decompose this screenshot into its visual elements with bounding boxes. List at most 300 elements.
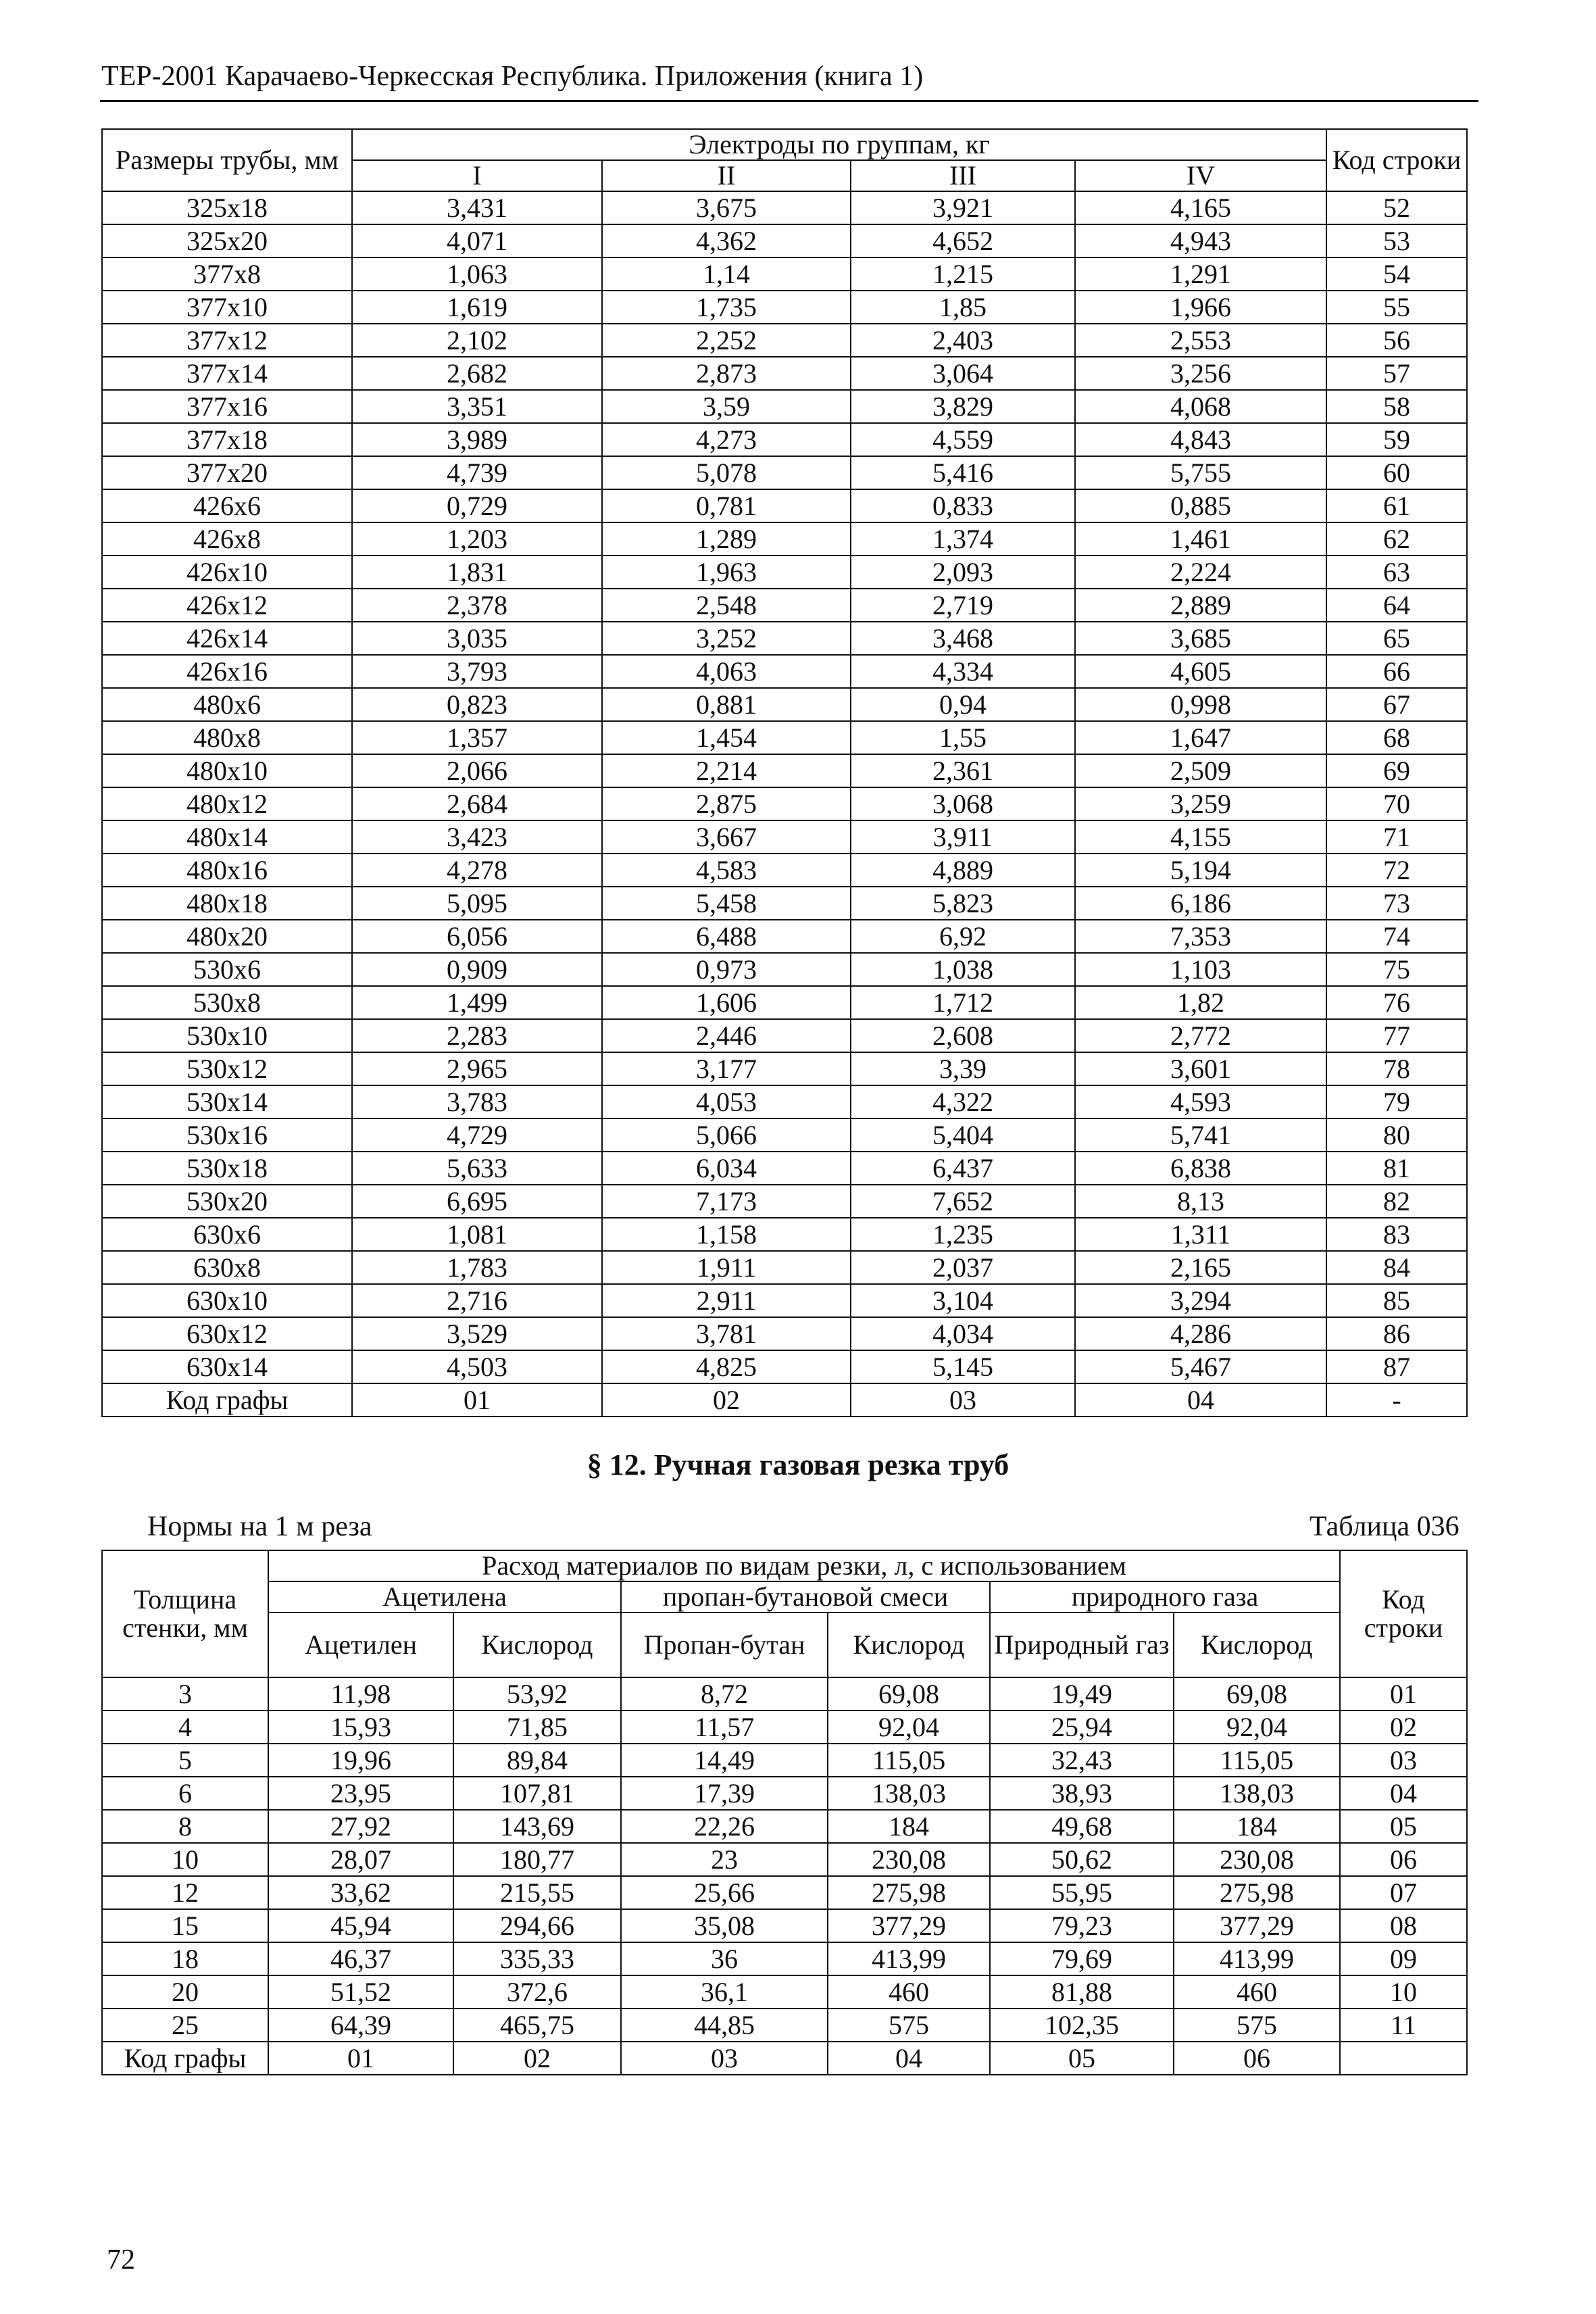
table-cell: 102,35 (990, 2009, 1174, 2042)
table-cell: 27,92 (268, 1810, 453, 1843)
table-cell: 32,43 (990, 1744, 1174, 1777)
table-cell: 79,23 (990, 1909, 1174, 1942)
col-header-group-2: II (602, 160, 851, 191)
table-cell: 75 (1326, 953, 1467, 986)
table-row (102, 787, 1467, 820)
table-cell: 15 (102, 1909, 268, 1942)
table-row (102, 522, 1467, 556)
table-cell: 19,96 (268, 1744, 453, 1777)
table-cell: 630х8 (102, 1251, 352, 1284)
table-cell: 38,93 (990, 1777, 1174, 1810)
table-cell: 0,781 (602, 489, 851, 522)
table-cell: 87 (1326, 1350, 1467, 1383)
table-row (102, 456, 1467, 489)
column-code: 04 (1075, 1383, 1326, 1417)
table-cell: 2,684 (352, 787, 602, 820)
table-cell: 3,675 (602, 191, 851, 224)
table-cell: 2,224 (1075, 556, 1326, 589)
section-title: § 12. Ручная газовая резка труб (587, 1448, 1009, 1481)
table-cell: 6,488 (602, 920, 851, 953)
table-cell: 8,13 (1075, 1185, 1326, 1218)
table-cell: 22,26 (621, 1810, 828, 1843)
table-cell: 6,695 (352, 1185, 602, 1218)
table-cell: 25,66 (621, 1876, 828, 1909)
table-cell: 3,177 (602, 1052, 851, 1085)
col-header-oxygen-3: Кислород (1174, 1613, 1340, 1677)
table-cell: 275,98 (1174, 1876, 1340, 1909)
table-row (102, 754, 1467, 787)
table-cell: 4,334 (851, 655, 1075, 688)
table-cell: 426х16 (102, 655, 352, 688)
table-cell: 09 (1340, 1942, 1467, 1975)
table-cell: 65 (1326, 622, 1467, 655)
column-code: 01 (352, 1383, 602, 1417)
table-row (102, 1810, 1467, 1843)
table-cell: 575 (1174, 2009, 1340, 2042)
table-cell: 2,093 (851, 556, 1075, 589)
table-cell: 530х8 (102, 986, 352, 1019)
table-cell: 4,362 (602, 224, 851, 257)
table-row (102, 191, 1467, 224)
table-cell: 630х12 (102, 1317, 352, 1350)
table-cell: 2,403 (851, 324, 1075, 357)
table-cell: 138,03 (828, 1777, 990, 1810)
table-row (102, 688, 1467, 721)
table-cell: 0,998 (1075, 688, 1326, 721)
table-cell: 1,647 (1075, 721, 1326, 754)
table-cell: 7,173 (602, 1185, 851, 1218)
norms-label: Нормы на 1 м реза (147, 1511, 372, 1542)
table-cell: 480х8 (102, 721, 352, 754)
table-cell: 480х10 (102, 754, 352, 787)
table-row (102, 1085, 1467, 1118)
table-cell: 3,256 (1075, 357, 1326, 390)
table-row (102, 887, 1467, 920)
table-cell: 59 (1326, 423, 1467, 456)
table-cell: 4,559 (851, 423, 1075, 456)
table-cell: 4,652 (851, 224, 1075, 257)
table-cell: 1,103 (1075, 953, 1326, 986)
table-cell: 55,95 (990, 1876, 1174, 1909)
col-header-acetylene: Ацетилен (268, 1613, 453, 1677)
table-cell: 10 (102, 1843, 268, 1876)
table-cell: 2,252 (602, 324, 851, 357)
table-cell: 180,77 (453, 1843, 621, 1876)
table-cell: 4,605 (1075, 655, 1326, 688)
table-cell: 6,034 (602, 1152, 851, 1185)
table-cell: 1,783 (352, 1251, 602, 1284)
table-cell: 3,468 (851, 622, 1075, 655)
table-cell: 1,081 (352, 1218, 602, 1251)
table-cell: 3,431 (352, 191, 602, 224)
table-cell: 372,6 (453, 1975, 621, 2009)
col-header-material-consumption: Расход материалов по видам резки, л, с использованием (268, 1550, 1340, 1581)
table-cell: 73 (1326, 887, 1467, 920)
table-cell: 2,719 (851, 589, 1075, 622)
table-cell: 1,82 (1075, 986, 1326, 1019)
table-cell: 72 (1326, 854, 1467, 887)
table-cell: 3,529 (352, 1317, 602, 1350)
page-number: 72 (107, 2244, 135, 2275)
table-cell: 1,374 (851, 522, 1075, 556)
table-cell: 3,921 (851, 191, 1075, 224)
table-cell: 50,62 (990, 1843, 1174, 1876)
table-cell: 5,078 (602, 456, 851, 489)
table-cell: 3,294 (1075, 1284, 1326, 1317)
table-cell: 5,145 (851, 1350, 1075, 1383)
table-cell: 426х14 (102, 622, 352, 655)
table-cell: 2,037 (851, 1251, 1075, 1284)
table-cell: 426х10 (102, 556, 352, 589)
col-header-oxygen-1: Кислород (453, 1613, 621, 1677)
table-cell: 54 (1326, 257, 1467, 291)
table-cell: 465,75 (453, 2009, 621, 2042)
column-code: 06 (1174, 2042, 1340, 2075)
table-row (102, 1975, 1467, 2009)
table-row (102, 1843, 1467, 1876)
table-number-label: Таблица 036 (1310, 1511, 1460, 1542)
table-cell: 4,825 (602, 1350, 851, 1383)
table-cell: 2,548 (602, 589, 851, 622)
table-cell: 5,404 (851, 1118, 1075, 1152)
table-cell: 325х20 (102, 224, 352, 257)
table-cell: 2,875 (602, 787, 851, 820)
table-cell: 530х10 (102, 1019, 352, 1052)
footer-label: Код графы (102, 2042, 268, 2075)
table-cell: 1,291 (1075, 257, 1326, 291)
table-cell: 1,203 (352, 522, 602, 556)
table-cell: 6,056 (352, 920, 602, 953)
table-cell: 184 (1174, 1810, 1340, 1843)
table-cell: 3,829 (851, 390, 1075, 423)
table-cell: 5,194 (1075, 854, 1326, 887)
table-cell: 56 (1326, 324, 1467, 357)
table-cell: 28,07 (268, 1843, 453, 1876)
table-cell: 377х12 (102, 324, 352, 357)
table-row (102, 1019, 1467, 1052)
table-cell: 460 (828, 1975, 990, 2009)
table-cell: 4,053 (602, 1085, 851, 1118)
table-cell: 79 (1326, 1085, 1467, 1118)
table-cell: 92,04 (828, 1710, 990, 1744)
col-header-propane-butane: Пропан-бутан (621, 1613, 828, 1677)
table-cell: 04 (1340, 1777, 1467, 1810)
table-cell: 2,378 (352, 589, 602, 622)
table-cell: 115,05 (1174, 1744, 1340, 1777)
table-cell: 46,37 (268, 1942, 453, 1975)
table-cell: 4,503 (352, 1350, 602, 1383)
col-header-oxygen-2: Кислород (828, 1613, 990, 1677)
table-row (102, 854, 1467, 887)
table-cell: 184 (828, 1810, 990, 1843)
table-cell: 0,833 (851, 489, 1075, 522)
table-cell: 83 (1326, 1218, 1467, 1251)
table-cell: 6,838 (1075, 1152, 1326, 1185)
table-cell: 11,98 (268, 1677, 453, 1710)
table-cell: 2,889 (1075, 589, 1326, 622)
table-cell: 45,94 (268, 1909, 453, 1942)
table-cell: 4,739 (352, 456, 602, 489)
table-cell: 480х20 (102, 920, 352, 953)
table-cell: 377х18 (102, 423, 352, 456)
table-cell: 480х18 (102, 887, 352, 920)
table-cell: 15,93 (268, 1710, 453, 1744)
table-cell: 4,071 (352, 224, 602, 257)
table-cell: 0,909 (352, 953, 602, 986)
table-cell: 3,685 (1075, 622, 1326, 655)
table-cell: 480х6 (102, 688, 352, 721)
table-row (102, 1317, 1467, 1350)
table-cell: 1,158 (602, 1218, 851, 1251)
table-cell: 530х14 (102, 1085, 352, 1118)
table-cell: 3,989 (352, 423, 602, 456)
table-row (102, 1052, 1467, 1085)
table-cell: 2,283 (352, 1019, 602, 1052)
table-cell: 2,608 (851, 1019, 1075, 1052)
table-row (102, 489, 1467, 522)
column-code (1340, 2042, 1467, 2075)
table-cell: 60 (1326, 456, 1467, 489)
table-cell: 77 (1326, 1019, 1467, 1052)
table-cell: 1,963 (602, 556, 851, 589)
table-cell: 5,741 (1075, 1118, 1326, 1152)
table-cell: 53,92 (453, 1677, 621, 1710)
table-cell: 86 (1326, 1317, 1467, 1350)
table-cell: 1,85 (851, 291, 1075, 324)
column-code: - (1326, 1383, 1467, 1417)
table-cell: 1,712 (851, 986, 1075, 1019)
table-cell: 55 (1326, 291, 1467, 324)
table-cell: 5,823 (851, 887, 1075, 920)
table-cell: 530х6 (102, 953, 352, 986)
table-cell: 67 (1326, 688, 1467, 721)
table-cell: 2,165 (1075, 1251, 1326, 1284)
table-cell: 78 (1326, 1052, 1467, 1085)
table-cell: 7,652 (851, 1185, 1075, 1218)
table-cell: 20 (102, 1975, 268, 2009)
gas-cutting-table (101, 1550, 1468, 2075)
table-cell: 413,99 (1174, 1942, 1340, 1975)
table-cell: 4,943 (1075, 224, 1326, 257)
table-cell: 84 (1326, 1251, 1467, 1284)
table-cell: 1,454 (602, 721, 851, 754)
table-cell: 413,99 (828, 1942, 990, 1975)
table-cell: 1,606 (602, 986, 851, 1019)
table-cell: 3,035 (352, 622, 602, 655)
table-cell: 530х18 (102, 1152, 352, 1185)
table-cell: 3,793 (352, 655, 602, 688)
table-row (102, 1152, 1467, 1185)
table-cell: 19,49 (990, 1677, 1174, 1710)
table-cell: 426х12 (102, 589, 352, 622)
table-cell: 1,831 (352, 556, 602, 589)
table-cell: 1,215 (851, 257, 1075, 291)
table-cell: 3,59 (602, 390, 851, 423)
table-cell: 89,84 (453, 1744, 621, 1777)
table-cell: 4,889 (851, 854, 1075, 887)
table-cell: 68 (1326, 721, 1467, 754)
table-cell: 460 (1174, 1975, 1340, 2009)
table-cell: 2,102 (352, 324, 602, 357)
table-cell: 11,57 (621, 1710, 828, 1744)
table-cell: 115,05 (828, 1744, 990, 1777)
table-cell: 3,667 (602, 820, 851, 854)
table-row (102, 257, 1467, 291)
table-row (102, 920, 1467, 953)
table-cell: 92,04 (1174, 1710, 1340, 1744)
table-cell: 6,437 (851, 1152, 1075, 1185)
running-header: ТЕР-2001 Карачаево-Черкесская Республика. Приложения (книга 1) (101, 61, 924, 92)
table-cell: 4 (102, 1710, 268, 1744)
table-cell: 4,278 (352, 854, 602, 887)
table-cell: 377х20 (102, 456, 352, 489)
table-cell: 6,186 (1075, 887, 1326, 920)
table-cell: 426х8 (102, 522, 352, 556)
table-cell: 5,458 (602, 887, 851, 920)
table-cell: 377,29 (828, 1909, 990, 1942)
table-cell: 377х8 (102, 257, 352, 291)
table-cell: 53 (1326, 224, 1467, 257)
table-cell: 480х12 (102, 787, 352, 820)
footer-label: Код графы (102, 1383, 352, 1417)
table-cell: 1,499 (352, 986, 602, 1019)
table-cell: 2,772 (1075, 1019, 1326, 1052)
table-cell: 0,885 (1075, 489, 1326, 522)
table-cell: 01 (1340, 1677, 1467, 1710)
table-row (102, 2009, 1467, 2042)
table-row (102, 953, 1467, 986)
table-cell: 3,068 (851, 787, 1075, 820)
table-row (102, 556, 1467, 589)
table-cell: 3,601 (1075, 1052, 1326, 1085)
table-cell: 1,311 (1075, 1218, 1326, 1251)
table-cell: 530х16 (102, 1118, 352, 1152)
table-row (102, 324, 1467, 357)
footer-row (102, 1383, 1467, 1417)
table-row (102, 1350, 1467, 1383)
table-cell: 2,965 (352, 1052, 602, 1085)
table-cell: 630х14 (102, 1350, 352, 1383)
col-header-group-1: I (352, 160, 602, 191)
table-cell: 575 (828, 2009, 990, 2042)
table-cell: 3 (102, 1677, 268, 1710)
table-cell: 36,1 (621, 1975, 828, 2009)
table-cell: 3,351 (352, 390, 602, 423)
table-cell: 08 (1340, 1909, 1467, 1942)
table-cell: 76 (1326, 986, 1467, 1019)
table-cell: 8 (102, 1810, 268, 1843)
table-row (102, 820, 1467, 854)
table-cell: 3,39 (851, 1052, 1075, 1085)
table-cell: 1,14 (602, 257, 851, 291)
table-cell: 58 (1326, 390, 1467, 423)
table-row (102, 1876, 1467, 1909)
header-rule (100, 100, 1478, 102)
table-cell: 07 (1340, 1876, 1467, 1909)
table-cell: 03 (1340, 1744, 1467, 1777)
table-cell: 06 (1340, 1843, 1467, 1876)
column-code: 02 (453, 2042, 621, 2075)
table-cell: 2,361 (851, 754, 1075, 787)
table-cell: 230,08 (828, 1843, 990, 1876)
table-cell: 49,68 (990, 1810, 1174, 1843)
table-cell: 5,066 (602, 1118, 851, 1152)
table-cell: 2,873 (602, 357, 851, 390)
table-cell: 1,461 (1075, 522, 1326, 556)
table-row (102, 655, 1467, 688)
table-cell: 36 (621, 1942, 828, 1975)
table-cell: 1,966 (1075, 291, 1326, 324)
table-cell: 530х20 (102, 1185, 352, 1218)
table-cell: 1,55 (851, 721, 1075, 754)
col-header-group-3: III (851, 160, 1075, 191)
table-cell: 3,064 (851, 357, 1075, 390)
table-cell: 2,911 (602, 1284, 851, 1317)
table-cell: 69 (1326, 754, 1467, 787)
table-row (102, 390, 1467, 423)
table-cell: 2,066 (352, 754, 602, 787)
table-cell: 1,063 (352, 257, 602, 291)
table-cell: 5 (102, 1744, 268, 1777)
table-cell: 81,88 (990, 1975, 1174, 2009)
table-cell: 2,553 (1075, 324, 1326, 357)
table-cell: 3,423 (352, 820, 602, 854)
table-cell: 70 (1326, 787, 1467, 820)
table-row (102, 1909, 1467, 1942)
table-cell: 143,69 (453, 1810, 621, 1843)
table-cell: 14,49 (621, 1744, 828, 1777)
col-header-propane-butane-group: пропан-бутановой смеси (621, 1581, 990, 1613)
table-cell: 12 (102, 1876, 268, 1909)
table-cell: 0,823 (352, 688, 602, 721)
table-cell: 630х6 (102, 1218, 352, 1251)
table-cell: 5,755 (1075, 456, 1326, 489)
col-header-natural-gas: Природный газ (990, 1613, 1174, 1677)
table-cell: 79,69 (990, 1942, 1174, 1975)
table-cell: 18 (102, 1942, 268, 1975)
table-row (102, 986, 1467, 1019)
table-cell: 4,273 (602, 423, 851, 456)
col-header-acetylene-group: Ацетилена (268, 1581, 621, 1613)
table-cell: 80 (1326, 1118, 1467, 1152)
table-cell: 10 (1340, 1975, 1467, 2009)
table-cell: 1,235 (851, 1218, 1075, 1251)
table-cell: 1,289 (602, 522, 851, 556)
table-cell: 2,214 (602, 754, 851, 787)
table-row (102, 1942, 1467, 1975)
table-cell: 1,911 (602, 1251, 851, 1284)
table-cell: 64 (1326, 589, 1467, 622)
table-cell: 35,08 (621, 1909, 828, 1942)
table-row (102, 589, 1467, 622)
table-cell: 62 (1326, 522, 1467, 556)
table-cell: 25 (102, 2009, 268, 2042)
table-cell: 51,52 (268, 1975, 453, 2009)
table-cell: 0,729 (352, 489, 602, 522)
table-cell: 25,94 (990, 1710, 1174, 1744)
table-cell: 3,783 (352, 1085, 602, 1118)
column-code: 03 (851, 1383, 1075, 1417)
table-cell: 4,286 (1075, 1317, 1326, 1350)
footer-row (102, 2042, 1467, 2075)
table-cell: 530х12 (102, 1052, 352, 1085)
table-cell: 23,95 (268, 1777, 453, 1810)
table-cell: 275,98 (828, 1876, 990, 1909)
table-cell: 17,39 (621, 1777, 828, 1810)
table-cell: 7,353 (1075, 920, 1326, 953)
table-cell: 335,33 (453, 1942, 621, 1975)
table-cell: 426х6 (102, 489, 352, 522)
